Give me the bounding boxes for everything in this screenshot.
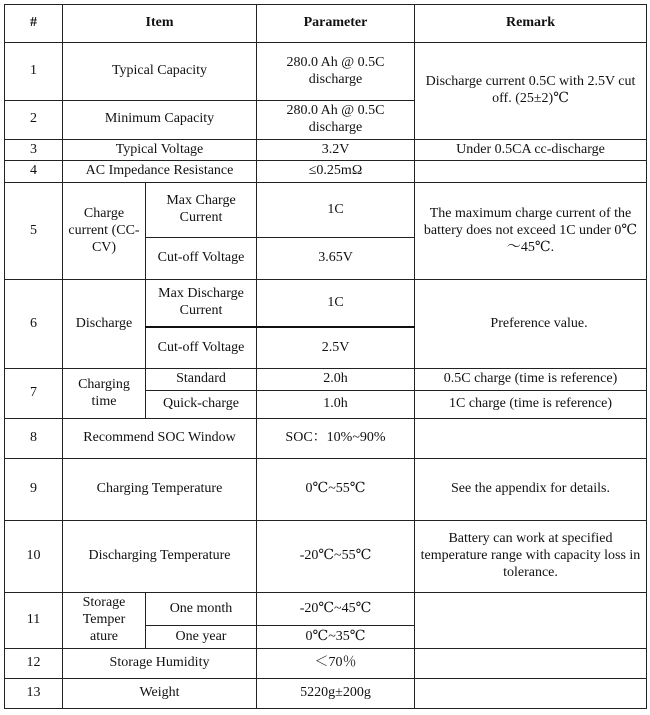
parameter-cell: 5220g±200g xyxy=(257,678,415,708)
parameter-cell: 0℃~55℃ xyxy=(257,459,415,521)
item-cell: Typical Voltage xyxy=(63,139,257,161)
parameter-cell: ≤0.25mΩ xyxy=(257,161,415,183)
parameter-cell: 2.0h xyxy=(257,369,415,391)
item-cell: Storage Temper ature xyxy=(63,593,146,648)
row-number: 12 xyxy=(5,648,63,678)
item-cell: Charging time xyxy=(63,369,146,419)
table-row xyxy=(5,459,647,521)
item-cell: Storage Humidity xyxy=(63,648,257,678)
parameter-cell: 280.0 Ah @ 0.5C discharge xyxy=(257,101,415,140)
remark-cell xyxy=(415,678,647,708)
item-cell: Typical Capacity xyxy=(63,43,257,101)
table-row xyxy=(5,593,647,626)
row-number: 6 xyxy=(5,280,63,369)
sub-item-cell: Standard xyxy=(146,369,257,391)
spec-table xyxy=(4,4,647,709)
table-row xyxy=(5,161,647,183)
sub-item-cell: One year xyxy=(146,626,257,648)
parameter-cell: SOC：10%~90% xyxy=(257,419,415,459)
parameter-cell: 3.65V xyxy=(257,238,415,280)
header-row xyxy=(5,5,647,43)
remark-cell: Preference value. xyxy=(415,280,647,369)
row-number: 3 xyxy=(5,139,63,161)
remark-cell: 0.5C charge (time is reference) xyxy=(415,369,647,391)
parameter-cell: 3.2V xyxy=(257,139,415,161)
table-row xyxy=(5,369,647,391)
item-cell: Recommend SOC Window xyxy=(63,419,257,459)
parameter-cell: 0℃~35℃ xyxy=(257,626,415,648)
table-row xyxy=(5,648,647,678)
table-row xyxy=(5,419,647,459)
row-number: 7 xyxy=(5,369,63,419)
table-row xyxy=(5,280,647,327)
row-number: 1 xyxy=(5,43,63,101)
item-cell: Minimum Capacity xyxy=(63,101,257,140)
row-number: 4 xyxy=(5,161,63,183)
row-number: 13 xyxy=(5,678,63,708)
remark-cell: The maximum charge current of the battery does not exceed 1C under 0℃～45℃. xyxy=(415,183,647,280)
row-number: 5 xyxy=(5,183,63,280)
sub-item-cell: Cut-off Voltage xyxy=(146,327,257,369)
parameter-cell: 1.0h xyxy=(257,391,415,419)
item-cell: Discharging Temperature xyxy=(63,521,257,593)
remark-cell xyxy=(415,648,647,678)
row-number: 9 xyxy=(5,459,63,521)
parameter-cell: 1C xyxy=(257,280,415,327)
sub-item-cell: Max Discharge Current xyxy=(146,280,257,327)
parameter-cell: ＜70％ xyxy=(257,648,415,678)
remark-cell xyxy=(415,593,647,648)
table-row xyxy=(5,43,647,101)
parameter-cell: 280.0 Ah @ 0.5C discharge xyxy=(257,43,415,101)
header-num: # xyxy=(5,5,63,43)
parameter-cell: 1C xyxy=(257,183,415,238)
sub-item-cell: Cut-off Voltage xyxy=(146,238,257,280)
item-cell: Charge current (CC-CV) xyxy=(63,183,146,280)
header-parameter: Parameter xyxy=(257,5,415,43)
item-cell: AC Impedance Resistance xyxy=(63,161,257,183)
parameter-cell: 2.5V xyxy=(257,327,415,369)
item-cell: Charging Temperature xyxy=(63,459,257,521)
header-remark: Remark xyxy=(415,5,647,43)
item-cell: Discharge xyxy=(63,280,146,369)
sub-item-cell: Quick-charge xyxy=(146,391,257,419)
remark-cell xyxy=(415,161,647,183)
row-number: 2 xyxy=(5,101,63,140)
table-row xyxy=(5,139,647,161)
remark-cell: Under 0.5CA cc-discharge xyxy=(415,139,647,161)
remark-cell: See the appendix for details. xyxy=(415,459,647,521)
sub-item-cell: Max Charge Current xyxy=(146,183,257,238)
remark-cell xyxy=(415,419,647,459)
remark-cell: Discharge current 0.5C with 2.5V cut off. (25±2)℃ xyxy=(415,43,647,140)
parameter-cell: -20℃~45℃ xyxy=(257,593,415,626)
table-row xyxy=(5,678,647,708)
item-cell: Weight xyxy=(63,678,257,708)
sub-item-cell: One month xyxy=(146,593,257,626)
row-number: 8 xyxy=(5,419,63,459)
table-row xyxy=(5,521,647,593)
header-item: Item xyxy=(63,5,257,43)
table-row xyxy=(5,183,647,238)
remark-cell: 1C charge (time is reference) xyxy=(415,391,647,419)
row-number: 10 xyxy=(5,521,63,593)
parameter-cell: -20℃~55℃ xyxy=(257,521,415,593)
row-number: 11 xyxy=(5,593,63,648)
remark-cell: Battery can work at specified temperature range with capacity loss in tolerance. xyxy=(415,521,647,593)
